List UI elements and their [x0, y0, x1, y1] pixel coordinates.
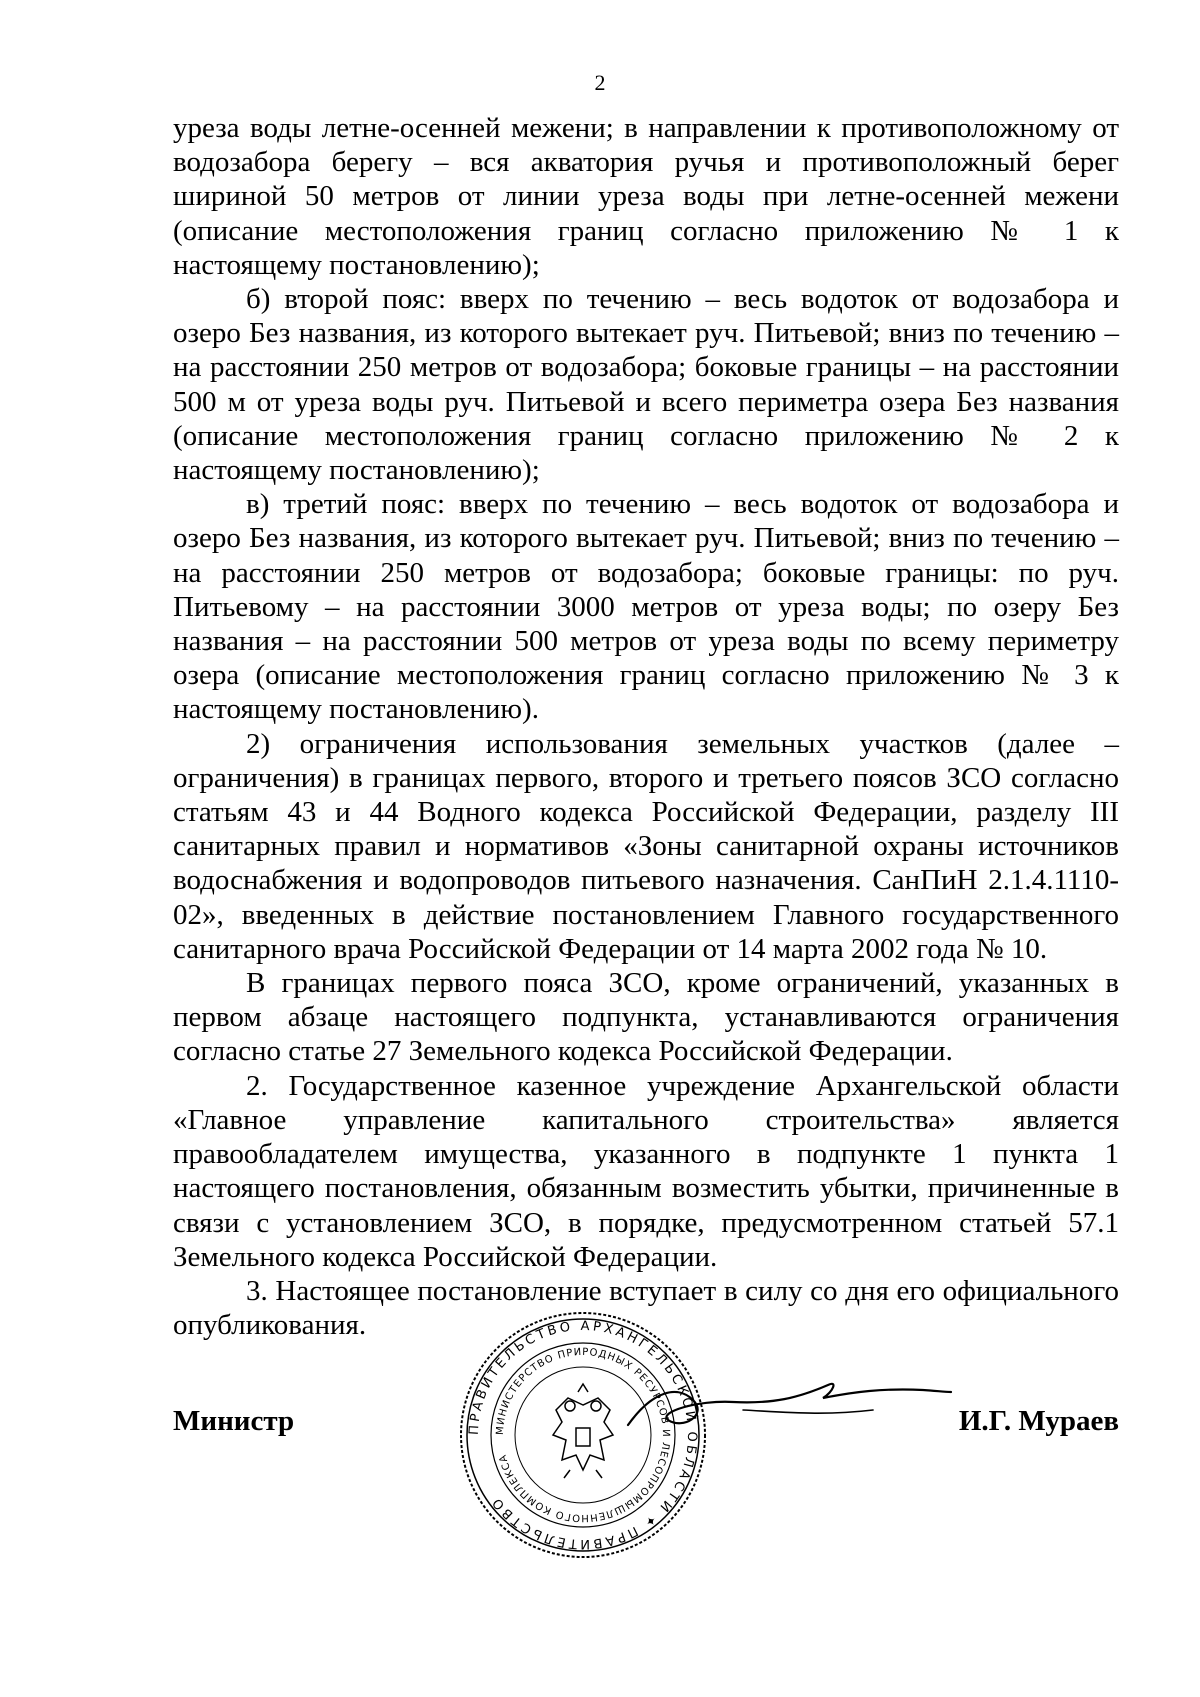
paragraph: б) второй пояс: вверх по течению – весь водоток от водозабора и озеро Без названия, из которого вытекает руч. Питьевой; вниз по течению – на расстоянии 250 метров от водозабора; боковые границы – на расстоянии 500 м от уреза воды руч. Питьевой и всего периметра озера Без названия (описание местоположения границ согласно приложению № 2 к настоящему постановлению);: [173, 283, 1119, 487]
paragraph: В границах первого пояса ЗСО, кроме ограничений, указанных в первом абзаце настоящего подпункта, устанавливаются ограничения согласно статье 27 Земельного кодекса Российской Федерации.: [173, 967, 1119, 1068]
handwritten-signature: [623, 1370, 953, 1450]
signer-title: Министр: [173, 1405, 295, 1437]
signature-block: [173, 1318, 1119, 1650]
signer-name: И.Г. Мураев: [958, 1405, 1119, 1437]
svg-text:МИНИСТЕРСТВО ПРИРОДНЫХ РЕСУРСО: МИНИСТЕРСТВО ПРИРОДНЫХ РЕСУРСОВ И ЛЕСОПРОМЫШЛЕННОГО КОМПЛЕКСА: [494, 1346, 672, 1524]
svg-text:ПРАВИТЕЛЬСТВО АРХАНГЕЛЬСКОЙ ОБ: ПРАВИТЕЛЬСТВО АРХАНГЕЛЬСКОЙ ОБЛАСТИ ✦ ПРАВИТЕЛЬСТВО: [466, 1318, 700, 1552]
document-body: [173, 111, 1119, 1342]
paragraph: 2) ограничения использования земельных участков (далее – ограничения) в границах первого, второго и третьего поясов ЗСО согласно статьям 43 и 44 Водного кодекса Российской Федерации, разделу III санитарных правил и нормативов «Зоны санитарной охраны источников водоснабжения и водопроводов питьевого назначения. СанПиН 2.1.4.1110-02», введенных в действие постановлением Главного государственного санитарного врача Российской Федерации от 14 марта 2002 года № 10.: [173, 727, 1119, 965]
paragraph: 2. Государственное казенное учреждение Архангельской области «Главное управление капитального строительства» является правообладателем имущества, указанного в подпункте 1 пункта 1 настоящего постановления, обязанным возместить убытки, причиненные в связи с установлением ЗСО, в порядке, предусмотренном статьей 57.1 Земельного кодекса Российской Федерации.: [173, 1069, 1119, 1273]
paragraph: 3. Настоящее постановление вступает в силу со дня его официального опубликования.: [173, 1274, 1119, 1342]
paragraph: уреза воды летне-осенней межени; в направлении к противоположному от водозабора берегу – вся акватория ручья и противоположный берег шириной 50 метров от линии уреза воды при летне-осенней межени (описание местоположения границ согласно приложению № 1 к настоящему постановлению);: [173, 112, 1119, 281]
page-number: 2: [594, 70, 606, 95]
paragraph: в) третий пояс: вверх по течению – весь водоток от водозабора и озеро Без названия, из которого вытекает руч. Питьевой; вниз по течению – на расстоянии 250 метров от водозабора; боковые границы: по руч. Питьевому – на расстоянии 3000 метров от уреза воды; по озеру Без названия – на расстоянии 500 метров от уреза воды по всему периметру озера (описание местоположения границ согласно приложению № 3 к настоящему постановлению).: [173, 488, 1119, 726]
